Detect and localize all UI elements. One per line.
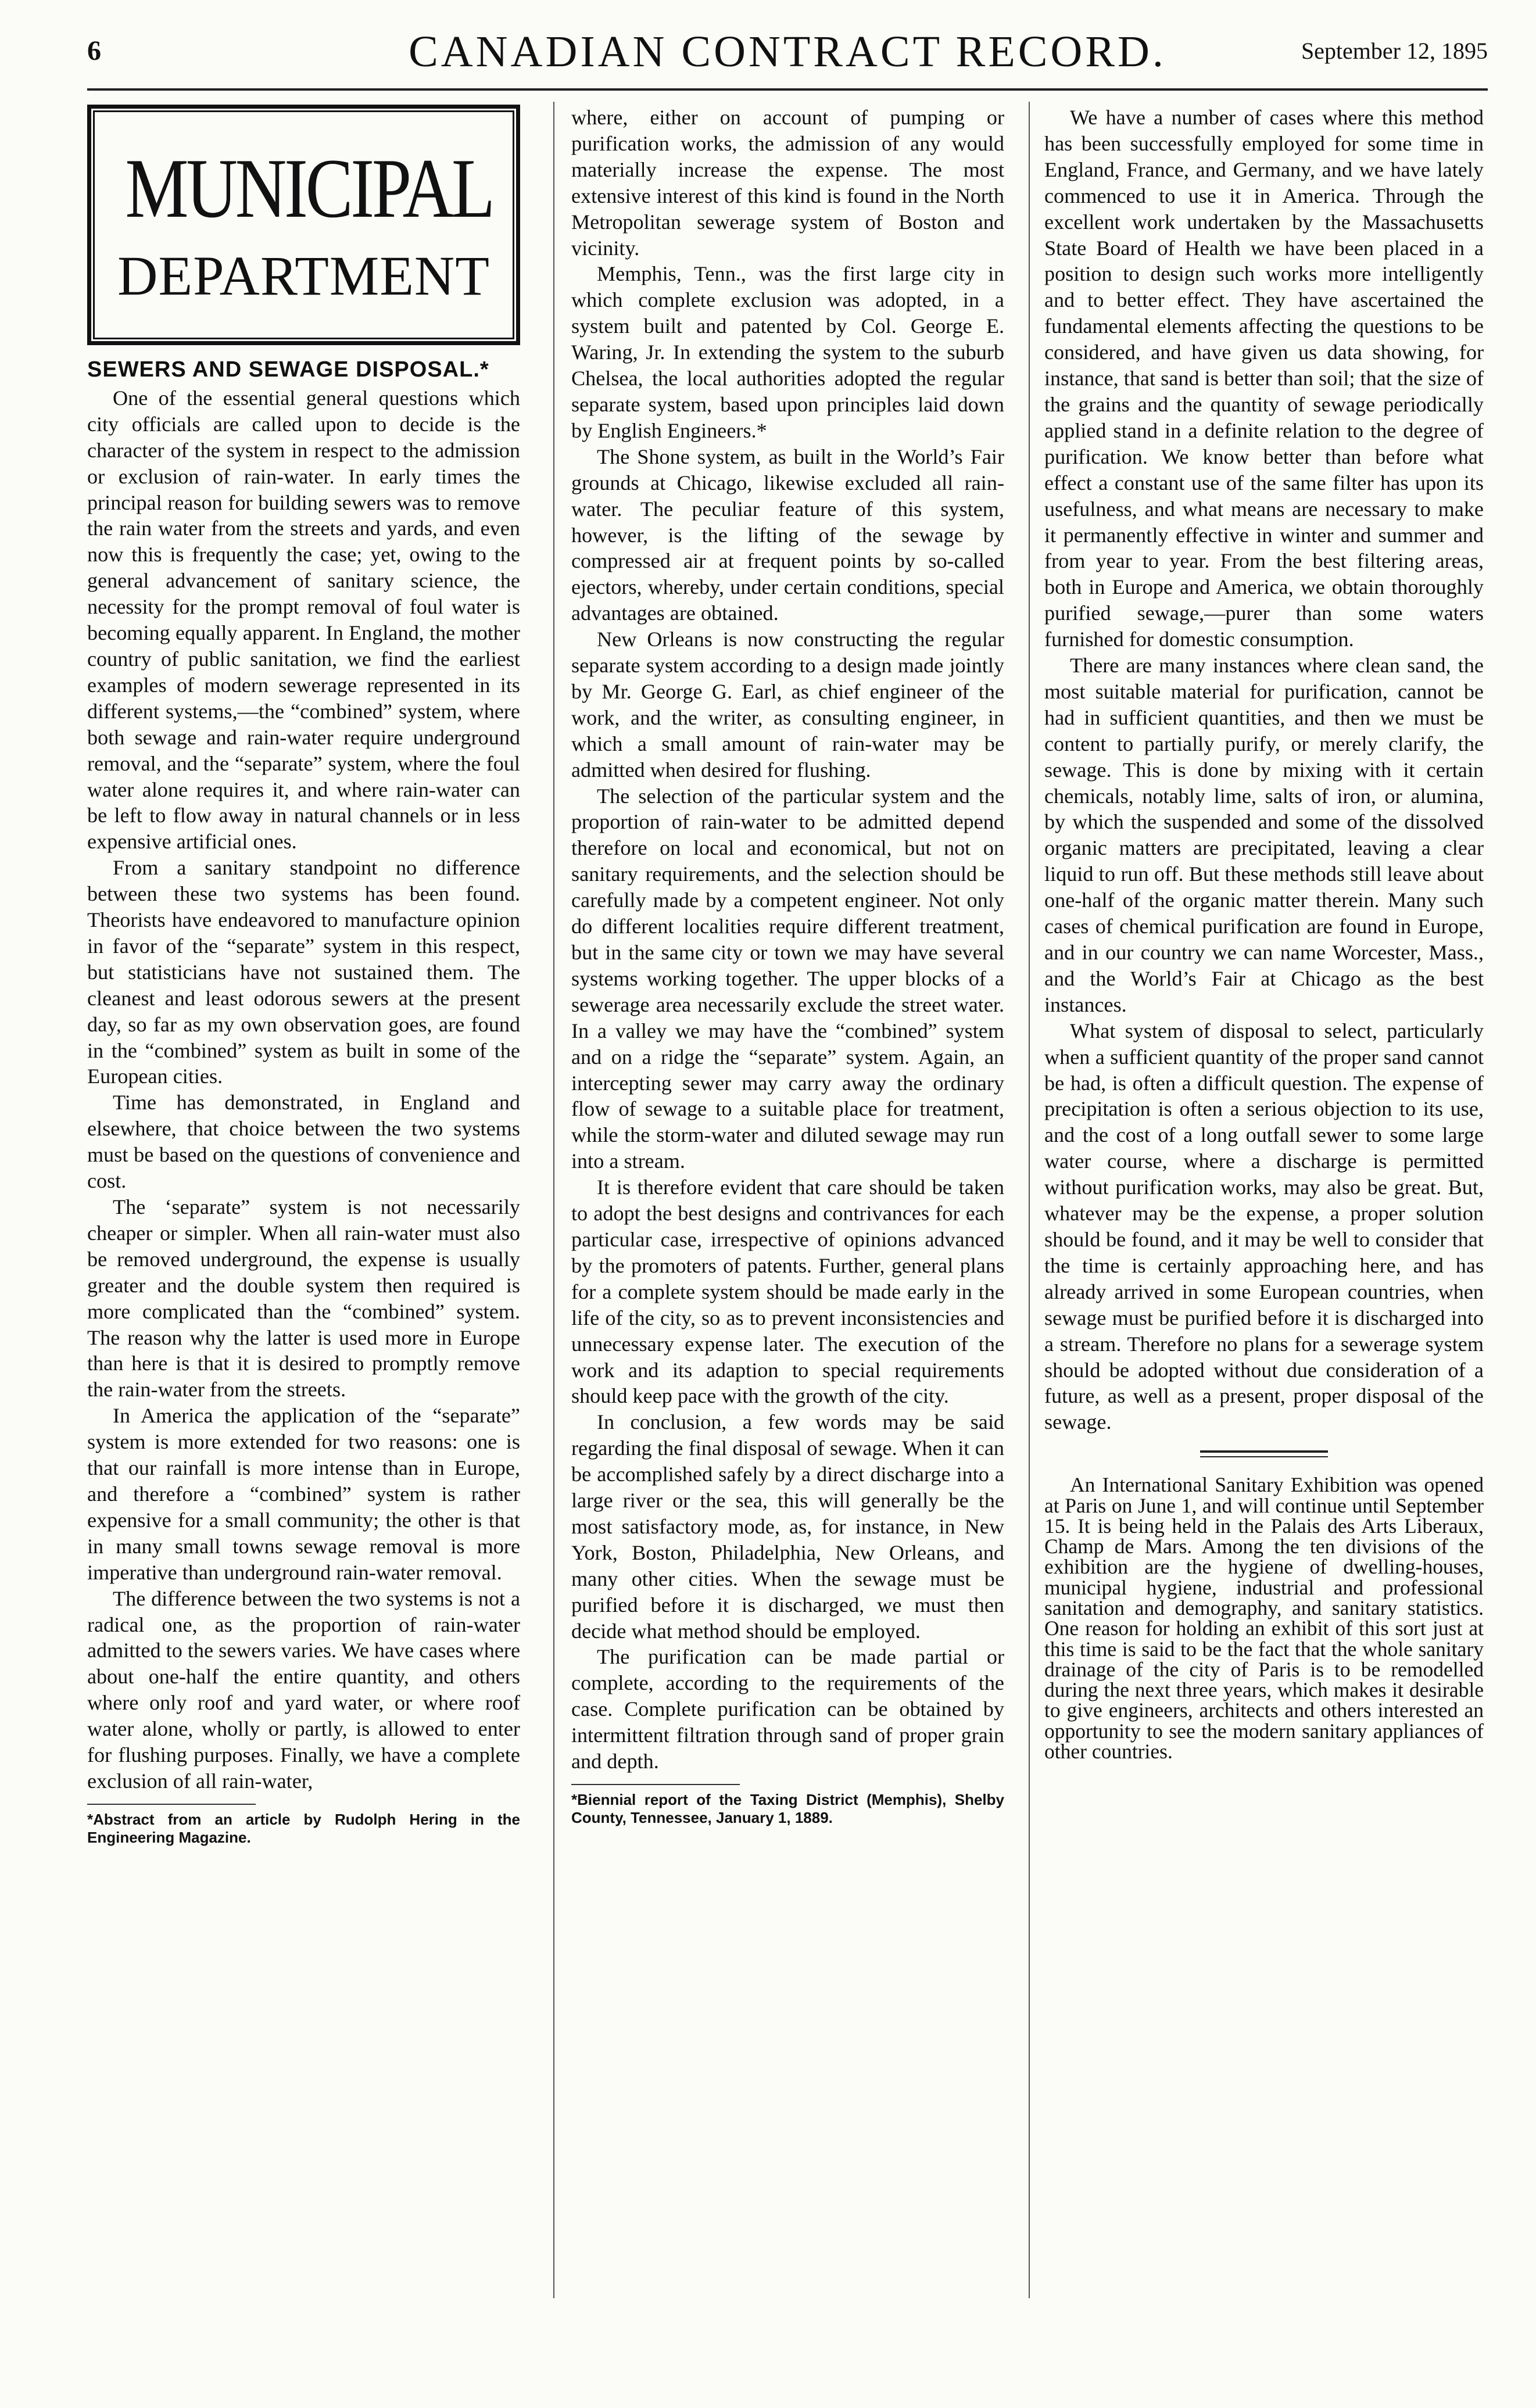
paragraph: We have a number of cases where this method has been successfully employed for some time in England, France, and Germany, and we have lately commenced to use it in America. Through the excellent work undertaken by the Massachusetts State Board of Health we have been placed in a position to design such works more intelligently and to better effect. They have ascertained the fundamental elements affecting the questions to be considered, and have given us data showing, for instance, that sand is better than soil; that the size of the grains and the quantity of sewage periodically applied stand in a definite relation to the degree of purification. We know better than before what effect a constant use of the same filter has upon its usefulness, and what means are necessary to make it permanently effective in winter and summer and from year to year. From the best filtering areas, both in Europe and America, we obtain thoroughly purified sewage,—purer than some waters furnished for domestic consumption. bbox=[1044, 106, 1484, 651]
department-box bbox=[87, 105, 520, 345]
department-title-municipal: MUNICIPAL bbox=[125, 141, 493, 235]
page-header bbox=[87, 24, 1488, 94]
column-1 bbox=[87, 105, 520, 1847]
paragraph: The selection of the particular system and the proportion of rain-water to be admitted depend therefore on local and economical, but not on sanitary requirements, and the selection should be carefully made by a competent engineer. Not only do different localities require different treatment, but in the same city or town we may have several systems working together. The upper blocks of a sewerage area necessarily exclude the street water. In a valley we may have the “combined” system and on a ridge the “separate” system. Again, an intercepting sewer may carry away the ordinary flow of sewage to a suitable place for treatment, while the storm-water and diluted sewage may run into a stream. bbox=[571, 784, 1004, 1173]
paragraph: In conclusion, a few words may be said regarding the final disposal of sewage. When it can be accomplished safely by a direct discharge into a large river or the sea, this will generally be the most satisfactory mode, as, for instance, in New York, Boston, Philadelphia, New Orleans, and many other cities. When the sewage must be purified before it is discharged, we must then decide what method should be employed. bbox=[571, 1410, 1004, 1643]
paragraph: Memphis, Tenn., was the first large city in which complete exclusion was adopted, in a system built and patented by Col. George E. Waring, Jr. In extending the system to the suburb Chelsea, the local authorities adopted the regular separate system, based upon principles laid down by English Engineers.* bbox=[571, 262, 1004, 442]
column-rule-2 bbox=[1029, 102, 1030, 2298]
paragraph: The ‘separate” system is not necessarily cheaper or simpler. When all rain-water must also be removed underground, the expense is usually greater and the double system then required is more complicated than the “combined” system. The reason why the latter is used more in Europe than here is that it is desired to promptly remove the rain-water from the streets. bbox=[87, 1195, 520, 1402]
paragraph: From a sanitary standpoint no difference between these two systems has been found. Theorists have endeavored to manufacture opinion in favor of the “separate” system in this respect, but statisticians have not sustained them. The cleanest and least odorous sewers at the present day, so far as my own observation goes, are found in the “combined” system as built in some of the European cities. bbox=[87, 856, 520, 1088]
paragraph: There are many instances where clean sand, the most suitable material for purification, cannot be had in sufficient quantities, and then we must be content to partially purify, or merely clarify, the sewage. This is done by mixing with it certain chemicals, notably lime, salts of iron, or alumina, by which the suspended and some of the dissolved organic matters are precipitated, leaving a clear liquid to run off. But these methods still leave about one-half of the organic matter therein. Many such cases of chemical purification are found in Europe, and in our country we can name Worcester, Mass., and the World’s Fair at Chicago as the best instances. bbox=[1044, 654, 1484, 1016]
section-divider bbox=[1200, 1450, 1328, 1457]
paragraph: An International Sanitary Exhibition was opened at Paris on June 1, and will continue until September 15. It is being held in the Palais des Arts Liberaux, Champ de Mars. Among the ten divisions of the exhibition are the hygiene of dwelling-houses, municipal hygiene, industrial and professional sanitation and demography, and sanitary statistics. One reason for holding an exhibit of this sort just at this time is said to be the fact that the whole sanitary drainage of the city of Paris is to be remodelled during the next three years, which makes it desirable to give engineers, architects and others interested an opportunity to see the modern sanitary appliances of other countries. bbox=[1044, 1473, 1484, 1764]
paragraph: where, either on account of pumping or purification works, the admission of any would materially increase the expense. The most extensive interest of this kind is found in the North Metropolitan sewerage system of Boston and vicinity. bbox=[571, 106, 1004, 260]
paragraph: In America the application of the “separate” system is more extended for two reasons: one is that our rainfall is more intense than in Europe, and therefore a “combined” system is rather expensive for a small community; the other is that in many small towns sewage removal is more imperative than underground rain-water removal. bbox=[87, 1404, 520, 1584]
column-rule-1 bbox=[553, 102, 554, 2298]
paragraph: What system of disposal to select, particularly when a sufficient quantity of the proper sand cannot be had, is often a difficult question. The expense of precipitation is often a serious objection to its use, and the cost of a long outfall sewer to some large water course, where a discharge is permitted without purification works, may also be great. But, whatever may be the expense, a proper solution should be found, and it may be well to consider that the time is certainly approaching here, and has already arrived in some European countries, when sewage must be purified before it is discharged into a stream. Therefore no plans for a sewerage system should be adopted without due consideration of a future, as well as a present, proper disposal of the sewage. bbox=[1044, 1019, 1484, 1434]
paragraph: One of the essential general questions which city officials are called upon to decide is the character of the system in respect to the admission or exclusion of rain-water. In early times the principal reason for building sewers was to remove the rain water from the streets and yards, and even now this is frequently the case; yet, owing to the general advancement of sanitary science, the necessity for the prompt removal of foul water is becoming equally apparent. In England, the mother country of public sanitation, we find the earliest examples of modern sewerage represented in its different systems,—the “combined” system, where both sewage and rain-water require underground removal, and the “separate” system, where the foul water alone requires it, and where rain-water can be left to flow away in natural channels or in less expensive artificial ones. bbox=[87, 386, 520, 854]
exhibition-notice bbox=[1044, 1475, 1484, 1762]
issue-date: September 12, 1895 bbox=[1301, 38, 1488, 64]
column-2 bbox=[571, 105, 1004, 1827]
footnote-rule bbox=[87, 1804, 256, 1805]
paragraph: Time has demonstrated, in England and elsewhere, that choice between the two systems must be based on the questions of convenience and cost. bbox=[87, 1091, 520, 1193]
paragraph: It is therefore evident that care should be taken to adopt the best designs and contrivances for each particular case, irrespective of opinions advanced by the promoters of patents. Further, general plans for a complete system should be made early in the life of the city, so as to prevent inconsistencies and unnecessary expense later. The execution of the work and its adaption to special requirements should keep pace with the growth of the city. bbox=[571, 1176, 1004, 1408]
footnote: *Biennial report of the Taxing District (Memphis), Shelby County, Tennessee, January 1, 1889. bbox=[571, 1791, 1004, 1826]
department-title-department: DEPARTMENT bbox=[117, 245, 490, 307]
paragraph: The Shone system, as built in the World’s Fair grounds at Chicago, likewise excluded all rain-water. The peculiar feature of this system, however, is the lifting of the sewage by compressed air at frequent points by so-called ejectors, whereby, under certain conditions, special advantages are obtained. bbox=[571, 445, 1004, 625]
footnote-rule bbox=[571, 1784, 740, 1785]
paragraph: New Orleans is now constructing the regular separate system according to a design made jointly by Mr. George G. Earl, as chief engineer of the work, and the writer, as consulting engineer, in which a small amount of rain-water may be admitted when desired for flushing. bbox=[571, 628, 1004, 782]
masthead-title: CANADIAN CONTRACT RECORD. bbox=[409, 27, 1166, 76]
header-rule bbox=[87, 88, 1488, 91]
column-3 bbox=[1044, 105, 1484, 1762]
article-heading: SEWERS AND SEWAGE DISPOSAL.* bbox=[87, 357, 489, 382]
page-number: 6 bbox=[87, 35, 101, 66]
paragraph: The difference between the two systems is not a radical one, as the proportion of rain-water admitted to the sewers varies. We have cases where about one-half the entire quantity, and others where only roof and yard water, or where roof water alone, wholly or partly, is allowed to enter for flushing purposes. Finally, we have a complete exclusion of all rain-water, bbox=[87, 1586, 521, 1793]
paragraph: The purification can be made partial or complete, according to the requirements of the case. Complete purification can be obtained by intermittent filtration through sand of proper grain and depth. bbox=[571, 1645, 1004, 1773]
footnote: *Abstract from an article by Rudolph Hering in the Engineering Magazine. bbox=[87, 1810, 520, 1846]
